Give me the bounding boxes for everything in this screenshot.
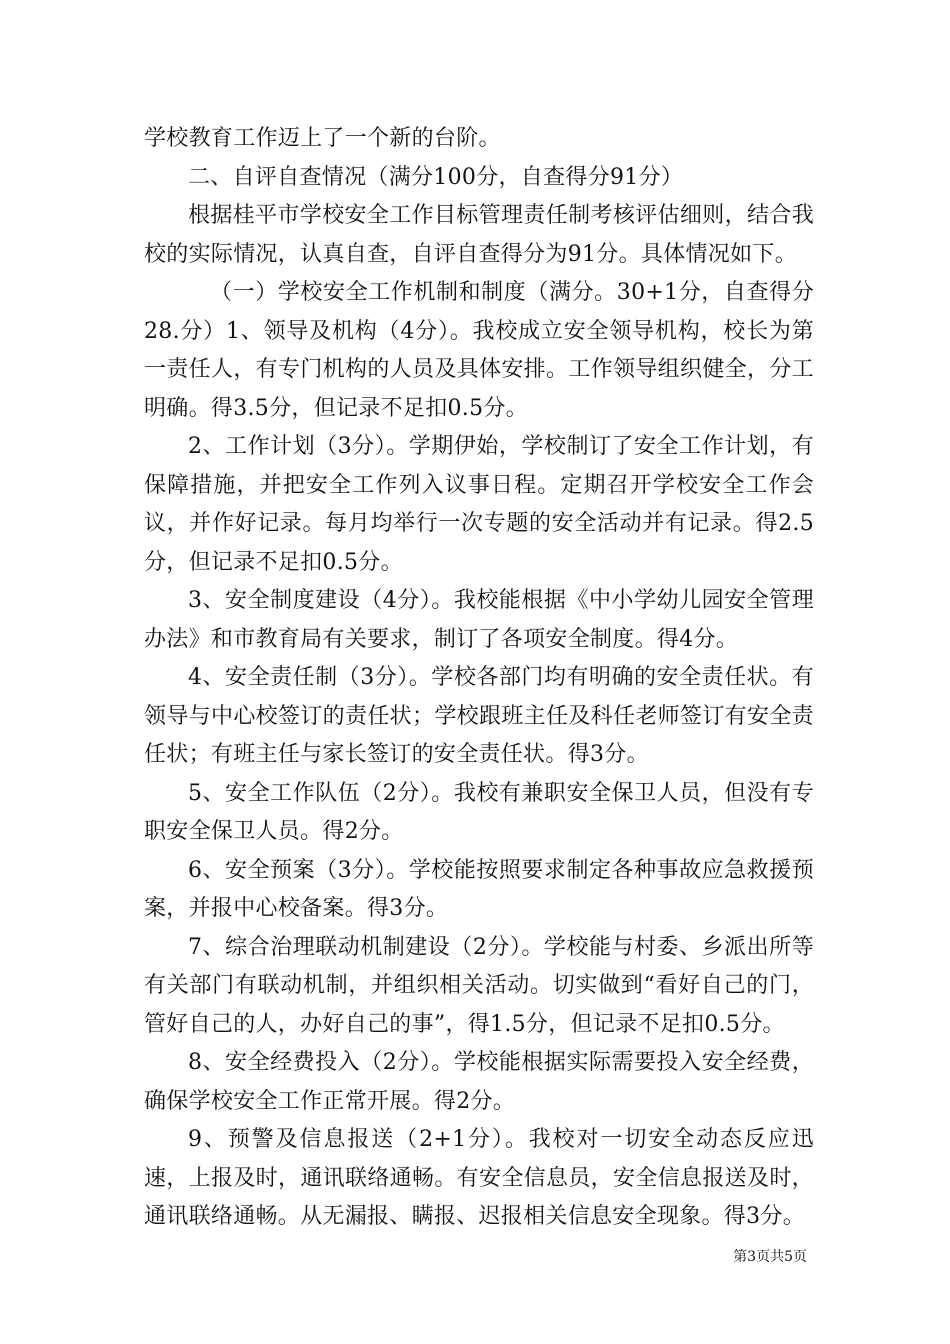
paragraph-intro: 根据桂平市学校安全工作目标管理责任制考核评估细则，结合我校的实际情况，认真自查，自评自查得分为91分。具体情况如下。 — [144, 203, 814, 267]
paragraph-item-5: 5、安全工作队伍（2分）。我校有兼职安全保卫人员，但没有专职安全保卫人员。得2分。 — [144, 780, 814, 844]
paragraph-continuation: 学校教育工作迈上了一个新的台阶。 — [144, 126, 501, 151]
paragraph-item-9: 9、预警及信息报送（2+1分）。我校对一切安全动态反应迅速，上报及时，通讯联络通畅。有安全信息员，安全信息报送及时，通讯联络通畅。从无漏报、瞒报、迟报相关信息安全现象。得3分。 — [144, 1127, 814, 1229]
paragraph-item-8: 8、安全经费投入（2分）。学校能根据实际需要投入安全经费，确保学校安全工作正常开展。得2分。 — [144, 1050, 814, 1114]
paragraph-item-4: 4、安全责任制（3分）。学校各部门均有明确的安全责任状。有领导与中心校签订的责任状；学校跟班主任及科任老师签订有安全责任状；有班主任与家长签订的安全责任状。得3分。 — [144, 665, 814, 767]
paragraph-item-3: 3、安全制度建设（4分）。我校能根据《中小学幼儿园安全管理办法》和市教育局有关要求，制订了各项安全制度。得4分。 — [144, 588, 814, 652]
page-number-footer: 第3页共5页 — [733, 1249, 807, 1265]
paragraph-item-6: 6、安全预案（3分）。学校能按照要求制定各种事故应急救援预案，并报中心校备案。得3分。 — [144, 857, 814, 921]
section-heading-self-evaluation: 二、自评自查情况（满分100分，自查得分91分） — [188, 164, 684, 190]
paragraph-item-1: （一）学校安全工作机制和制度（满分。30+1分，自查得分28.分）1、领导及机构（4分）。我校成立安全领导机构，校长为第一责任人，有专门机构的人员及具体安排。工作领导组织健全，分工明确。得3.5分，但记录不足扣0.5分。 — [144, 280, 814, 421]
document-body — [144, 120, 814, 1237]
paragraph-item-7: 7、综合治理联动机制建设（2分）。学校能与村委、乡派出所等有关部门有联动机制，并组织相关活动。切实做到“看好自己的门，管好自己的人，办好自己的事”，得1.5分，但记录不足扣0.5分。 — [144, 934, 814, 1037]
paragraph-item-2: 2、工作计划（3分）。学期伊始，学校制订了安全工作计划，有保障措施，并把安全工作列入议事日程。定期召开学校安全工作会议，并作好记录。每月均举行一次专题的安全活动并有记录。得2.5分，但记录不足扣0.5分。 — [144, 434, 814, 575]
